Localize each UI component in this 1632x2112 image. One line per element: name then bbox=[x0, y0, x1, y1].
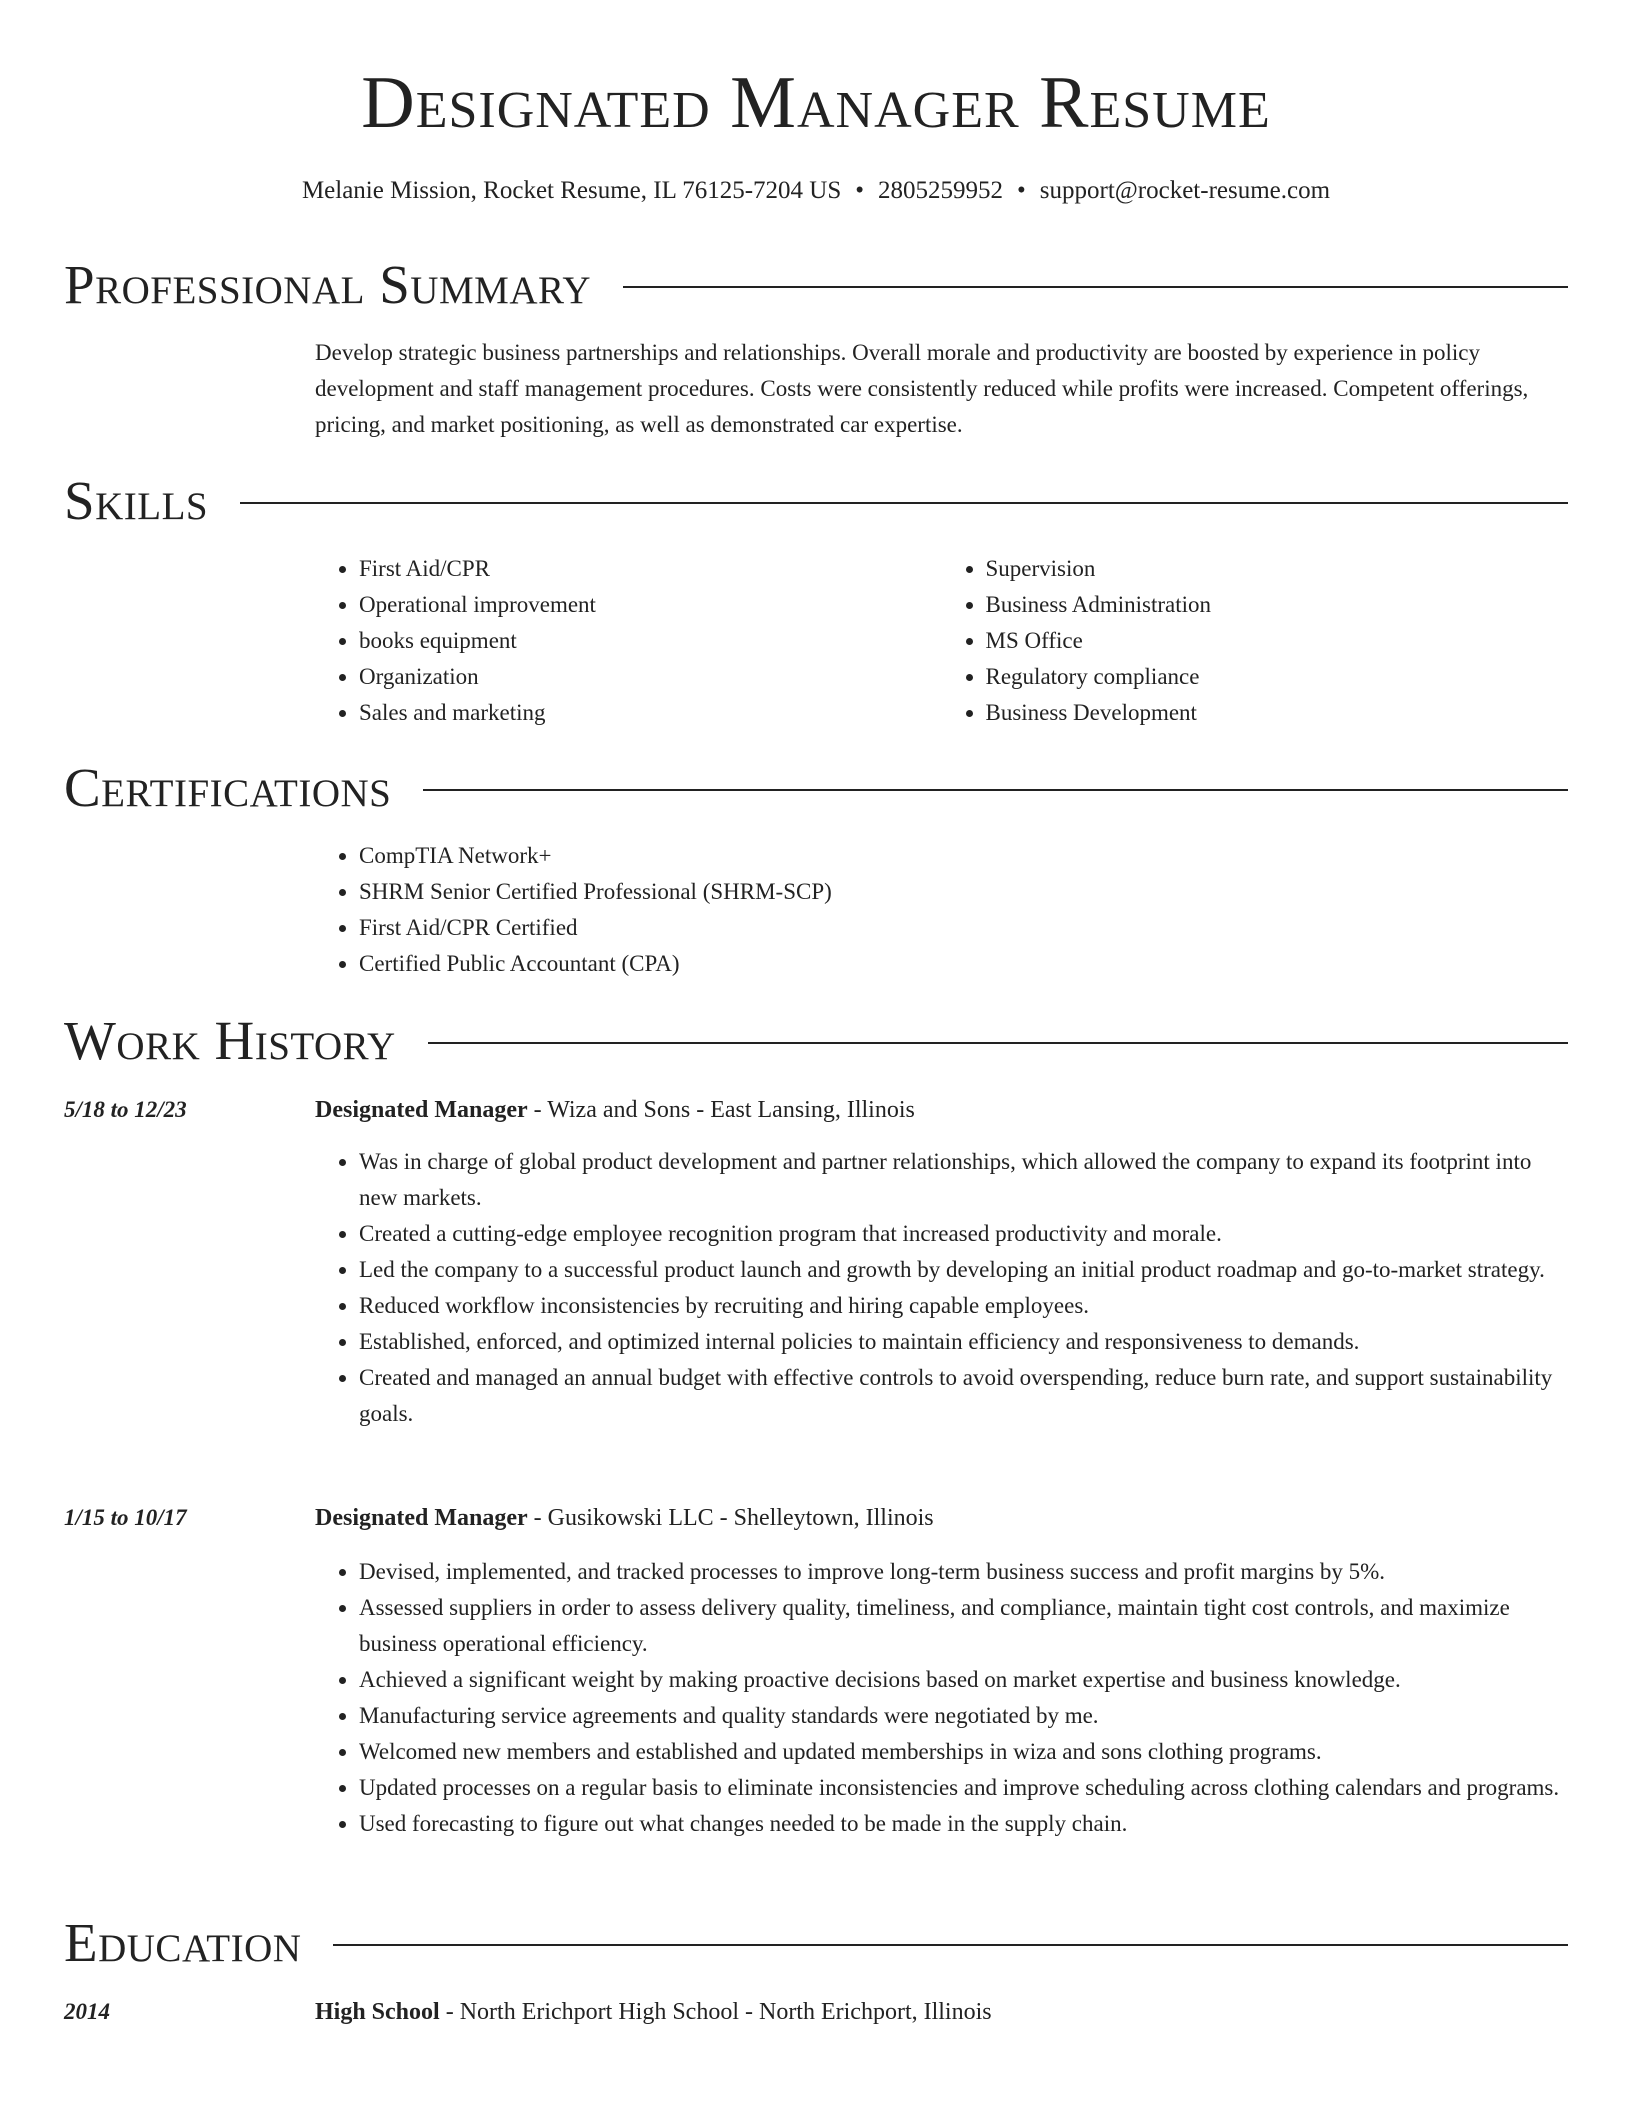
job-entry bbox=[315, 1092, 1568, 1432]
job-bullet: • Led the company to a successful product launch and growth by developing an initial product roadmap and go-to-market strategy. bbox=[359, 1252, 1568, 1288]
contact-address: Melanie Mission, Rocket Resume, IL 76125-7204 US bbox=[301, 177, 842, 204]
contact-line bbox=[0, 174, 1632, 208]
contact-separator: • bbox=[1017, 177, 1026, 204]
skill-item: • Organization bbox=[359, 659, 942, 695]
skills-list-left bbox=[315, 551, 942, 731]
job-bullets bbox=[315, 1554, 1568, 1842]
contact-email[interactable]: support@rocket-resume.com bbox=[1039, 177, 1331, 204]
job-bullets bbox=[315, 1144, 1568, 1432]
education-school-location: - North Erichport High School - North Erichport, Illinois bbox=[439, 1999, 992, 2025]
summary-heading: Professional Summary bbox=[64, 254, 592, 315]
certification-item: • First Aid/CPR Certified bbox=[359, 910, 1568, 946]
job-bullet: • Achieved a significant weight by making proactive decisions based on market expertise and business knowledge. bbox=[359, 1662, 1568, 1698]
education-entry bbox=[315, 1994, 1568, 2030]
job-bullet: • Established, enforced, and optimized internal policies to maintain efficiency and responsiveness to demands. bbox=[359, 1324, 1568, 1360]
education-year: 2014 bbox=[64, 1999, 110, 2024]
education-heading-line bbox=[315, 1994, 1568, 2030]
resume-title: Designated Manager Resume bbox=[361, 62, 1271, 144]
job-bullet: • Created a cutting-edge employee recognition program that increased productivity and morale. bbox=[359, 1216, 1568, 1252]
skill-item: • Supervision bbox=[986, 551, 1569, 587]
job-bullet: • Reduced workflow inconsistencies by recruiting and hiring capable employees. bbox=[359, 1288, 1568, 1324]
job-company-location: - Wiza and Sons - East Lansing, Illinois bbox=[527, 1097, 915, 1123]
job-company-location: - Gusikowski LLC - Shelleytown, Illinois bbox=[527, 1505, 934, 1531]
job-bullet: • Welcomed new members and established and updated memberships in wiza and sons clothing programs. bbox=[359, 1734, 1568, 1770]
job-title: Designated Manager bbox=[315, 1505, 528, 1531]
job-heading bbox=[315, 1092, 1568, 1128]
job-heading bbox=[315, 1500, 1568, 1536]
job-bullet: • Used forecasting to figure out what changes needed to be made in the supply chain. bbox=[359, 1806, 1568, 1842]
summary-section-header bbox=[64, 250, 1568, 320]
job-title: Designated Manager bbox=[315, 1097, 528, 1123]
skills-list-right bbox=[942, 551, 1569, 731]
summary-block bbox=[315, 335, 1568, 443]
contact-phone: 2805259952 bbox=[878, 177, 1003, 204]
skill-item: • books equipment bbox=[359, 623, 942, 659]
section-divider bbox=[423, 789, 1568, 791]
skill-item: • Sales and marketing bbox=[359, 695, 942, 731]
skills-block bbox=[315, 551, 1568, 731]
work-heading: Work History bbox=[64, 1010, 396, 1071]
job-bullet: • Updated processes on a regular basis to eliminate inconsistencies and improve scheduling across clothing calendars and programs. bbox=[359, 1770, 1568, 1806]
job-dates: 5/18 to 12/23 bbox=[64, 1097, 187, 1122]
section-divider bbox=[240, 502, 1568, 504]
work-section-header bbox=[64, 1006, 1568, 1076]
summary-text: Develop strategic business partnerships and relationships. Overall morale and productivity are boosted by experience in policy development and staff management procedures. Costs were consistently reduced while profits were increased. Competent offerings, pricing, and market positioning, as well as demonstrated car expertise. bbox=[315, 340, 1529, 437]
job-bullet: • Created and managed an annual budget with effective controls to avoid overspending, reduce burn rate, and support sustainability goals. bbox=[359, 1360, 1568, 1432]
section-divider bbox=[333, 1944, 1568, 1946]
skill-item: • Business Development bbox=[986, 695, 1569, 731]
certifications-list bbox=[315, 838, 1568, 982]
job-dates: 1/15 to 10/17 bbox=[64, 1505, 187, 1530]
skill-item: • Operational improvement bbox=[359, 587, 942, 623]
job-bullet: • Manufacturing service agreements and quality standards were negotiated by me. bbox=[359, 1698, 1568, 1734]
education-degree: High School bbox=[315, 1999, 440, 2025]
contact-separator: • bbox=[855, 177, 864, 204]
skill-item: • First Aid/CPR bbox=[359, 551, 942, 587]
section-divider bbox=[623, 286, 1568, 288]
education-section-header bbox=[64, 1908, 1568, 1978]
section-divider bbox=[428, 1042, 1568, 1044]
certifications-section-header bbox=[64, 753, 1568, 823]
certifications-heading: Certifications bbox=[64, 757, 392, 818]
skill-item: • Business Administration bbox=[986, 587, 1569, 623]
job-entry bbox=[315, 1500, 1568, 1842]
certification-item: • CompTIA Network+ bbox=[359, 838, 1568, 874]
job-bullet: • Devised, implemented, and tracked processes to improve long-term business success and profit margins by 5%. bbox=[359, 1554, 1568, 1590]
skills-heading: Skills bbox=[64, 470, 209, 531]
education-heading: Education bbox=[64, 1912, 302, 1973]
certification-item: • SHRM Senior Certified Professional (SHRM-SCP) bbox=[359, 874, 1568, 910]
job-bullet: • Assessed suppliers in order to assess delivery quality, timeliness, and compliance, maintain tight cost controls, and maximize business operational efficiency. bbox=[359, 1590, 1568, 1662]
skill-item: • Regulatory compliance bbox=[986, 659, 1569, 695]
skills-section-header bbox=[64, 466, 1568, 536]
certification-item: • Certified Public Accountant (CPA) bbox=[359, 946, 1568, 982]
job-bullet: • Was in charge of global product development and partner relationships, which allowed the company to expand its footprint into new markets. bbox=[359, 1144, 1568, 1216]
skill-item: • MS Office bbox=[986, 623, 1569, 659]
certifications-block bbox=[315, 838, 1568, 982]
